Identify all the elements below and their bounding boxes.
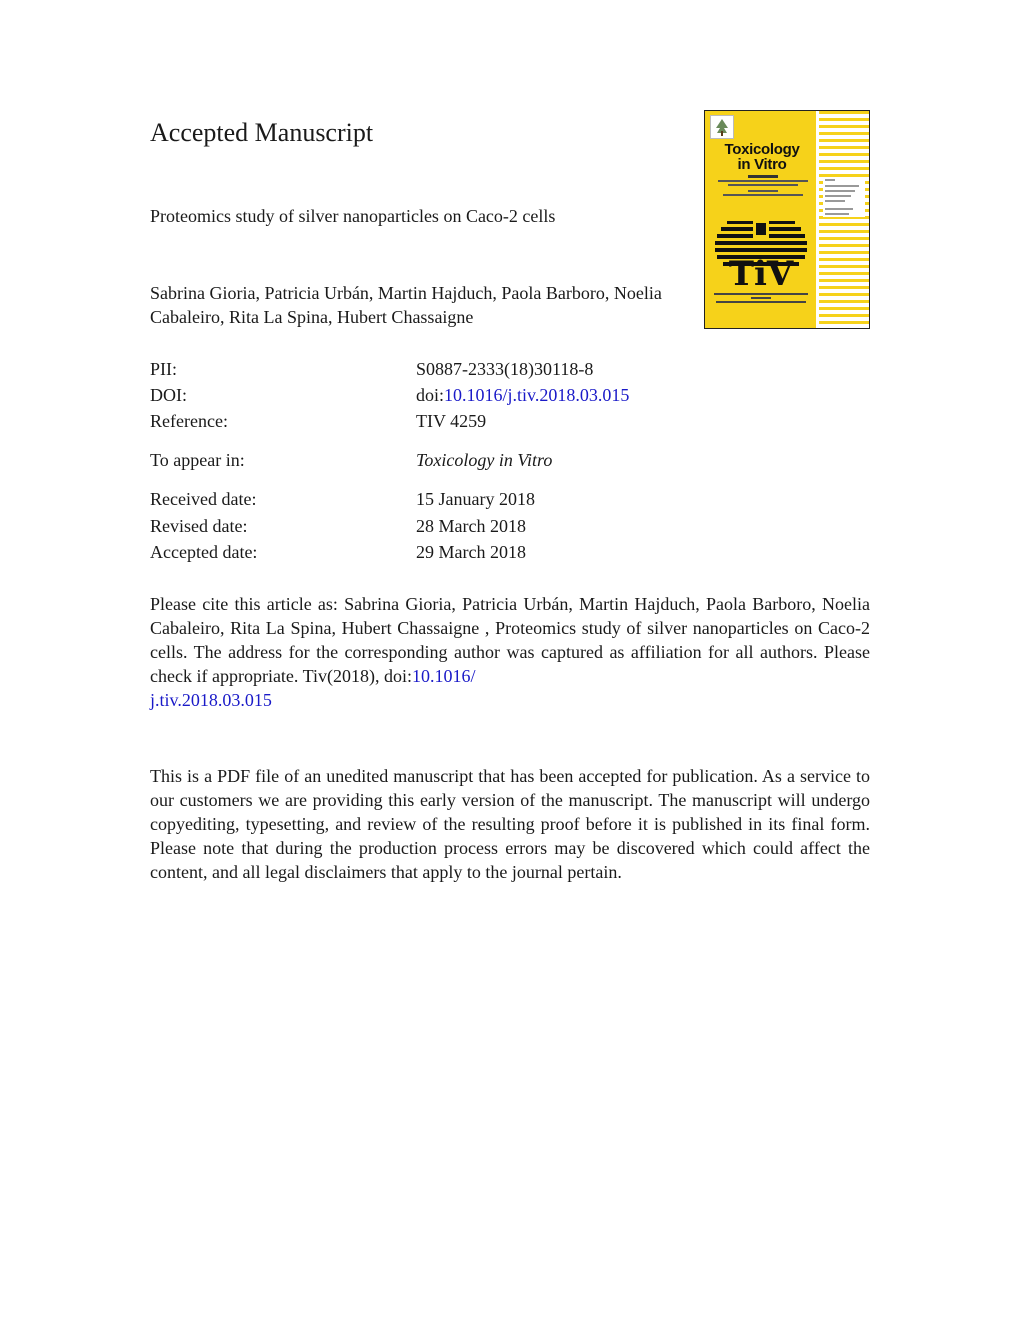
article-authors: Sabrina Gioria, Patricia Urbán, Martin Hajduch, Paola Barboro, Noelia Cabaleiro, Rita La Spina, Hubert Chassaigne — [150, 283, 662, 327]
tiv-logo-graphic — [715, 221, 807, 287]
doi-label: DOI: — [150, 385, 187, 405]
cover-contents-box — [823, 177, 865, 217]
citation-text: Please cite this article as: Sabrina Gioria, Patricia Urbán, Martin Hajduch, Paola Barboro, Noelia Cabaleiro, Rita La Spina, Hubert Chassaigne , Proteomics study of silver nanoparticles on Caco-2 cells. The address for the corresponding author was captured as affiliation for all authors. Please check if appropriate. Tiv(2018), doi: — [150, 594, 870, 686]
accepted-label: Accepted date: — [150, 542, 258, 562]
cover-bottom-text — [709, 291, 813, 305]
manuscript-notice: This is a PDF file of an unedited manuscript that has been accepted for publication. As a service to our customers we are providing this early version of the manuscript. The manuscript will undergo copyediting, typesetting, and review of the resulting proof before it is published in its final form. Please note that during the production process errors may be discovered which could affect the content, and all legal disclaimers that apply to the journal pertain. — [150, 766, 870, 882]
pii-value: S0887-2333(18)30118-8 — [416, 359, 594, 379]
revised-value: 28 March 2018 — [416, 516, 526, 536]
pii-label: PII: — [150, 359, 177, 379]
accepted-value: 29 March 2018 — [416, 542, 526, 562]
reference-value: TIV 4259 — [416, 411, 487, 431]
cover-left-panel — [705, 111, 816, 328]
tiv-logo-text: TiV — [728, 254, 794, 287]
received-label: Received date: — [150, 489, 257, 509]
cover-right-panel — [819, 111, 869, 328]
revised-label: Revised date: — [150, 516, 248, 536]
elsevier-logo-icon — [710, 115, 734, 139]
appear-label: To appear in: — [150, 450, 245, 470]
journal-cover-image — [704, 110, 870, 329]
article-title: Proteomics study of silver nanoparticles on Caco-2 cells — [150, 206, 556, 226]
received-value: 15 January 2018 — [416, 489, 535, 509]
doi-link[interactable]: 10.1016/j.tiv.2018.03.015 — [444, 385, 630, 405]
journal-name: Toxicology in Vitro — [416, 450, 553, 470]
citation-paragraph — [150, 592, 870, 712]
doi-prefix: doi: — [416, 385, 445, 405]
page-heading: Accepted Manuscript — [150, 118, 374, 147]
cover-journal-title: Toxicology in Vitro — [724, 141, 800, 173]
reference-label: Reference: — [150, 411, 228, 431]
doi-value — [416, 382, 629, 408]
citation-doi-link[interactable]: 10.1016/ j.tiv.2018.03.015 — [150, 666, 476, 710]
cover-special-issue-text — [713, 175, 813, 196]
